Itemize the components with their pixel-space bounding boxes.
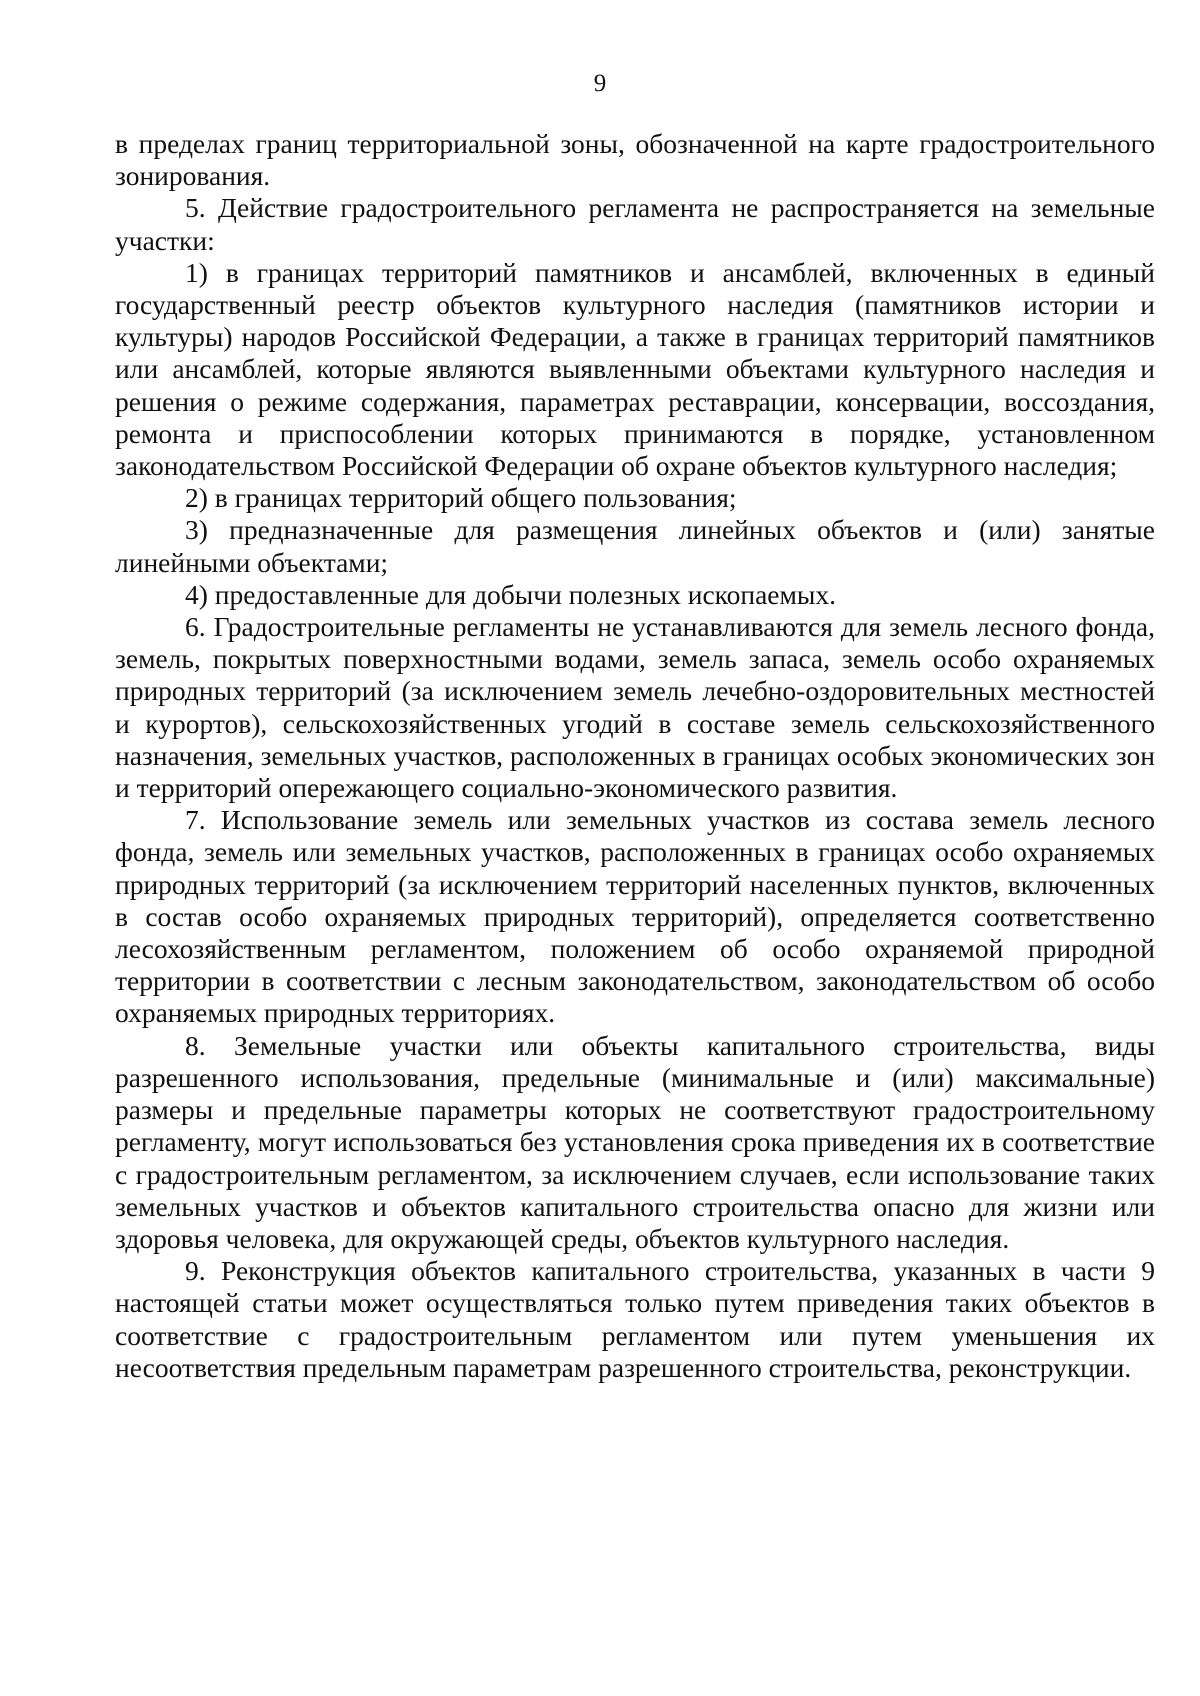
paragraph-continuation: в пределах границ территориальной зоны, обозначенной на карте градостроительного зонирования. bbox=[115, 128, 1155, 192]
page-number: 9 bbox=[593, 70, 607, 97]
paragraph-7: 7. Использование земель или земельных участков из состава земель лесного фонда, земель или земельных участков, расположенных в границах особо охраняемых природных территорий (за исключением территорий населенных пунктов, включенных в состав особо охраняемых природных территорий), определяется соответственно лесохозяйственным регламентом, положением об особо охраняемой природной территории в соответствии с лесным законодательством, законодательством об особо охраняемых природных территориях. bbox=[115, 804, 1155, 1029]
list-item-4: 4) предоставленные для добычи полезных ископаемых. bbox=[185, 578, 837, 610]
paragraph-6: 6. Градостроительные регламенты не устанавливаются для земель лесного фонда, земель, покрытых поверхностными водами, земель запаса, земель особо охраняемых природных территорий (за исключением земель лечебно-оздоровительных местностей и курортов), сельскохозяйственных угодий в составе земель сельскохозяйственного назначения, земельных участков, расположенных в границах особых экономических зон и территорий опережающего социально-экономического развития. bbox=[115, 611, 1155, 804]
paragraph-5: 5. Действие градостроительного регламента не распространяется на земельные участки: bbox=[115, 192, 1155, 256]
list-item-1: 1) в границах территорий памятников и ансамблей, включенных в единый государственный реестр объектов культурного наследия (памятников истории и культуры) народов Российской Федерации, а также в границах территорий памятников или ансамблей, которые являются выявленными объектами культурного наследия и решения о режиме содержания, параметрах реставрации, консервации, воссоздания, ремонта и приспособлении которых принимаются в порядке, установленном законодательством Российской Федерации об охране объектов культурного наследия; bbox=[115, 256, 1155, 482]
paragraph-8: 8. Земельные участки или объекты капитального строительства, виды разрешенного использования, предельные (минимальные и (или) максимальные) размеры и предельные параметры которых не соответствуют градостроительному регламенту, могут использоваться без установления срока приведения их в соответствие с градостроительным регламентом, за исключением случаев, если использование таких земельных участков и объектов капитального строительства опасно для жизни или здоровья человека, для окружающей среды, объектов культурного наследия. bbox=[115, 1029, 1155, 1254]
list-item-3: 3) предназначенные для размещения линейных объектов и (или) занятые линейными объектами; bbox=[115, 514, 1155, 578]
document-body bbox=[115, 128, 1155, 1384]
list-item-2: 2) в границах территорий общего пользования; bbox=[185, 482, 737, 514]
paragraph-9: 9. Реконструкция объектов капитального строительства, указанных в части 9 настоящей статьи может осуществляться только путем приведения таких объектов в соответствие с градостроительным регламентом или путем уменьшения их несоответствия предельным параметрам разрешенного строительства, реконструкции. bbox=[115, 1255, 1155, 1383]
